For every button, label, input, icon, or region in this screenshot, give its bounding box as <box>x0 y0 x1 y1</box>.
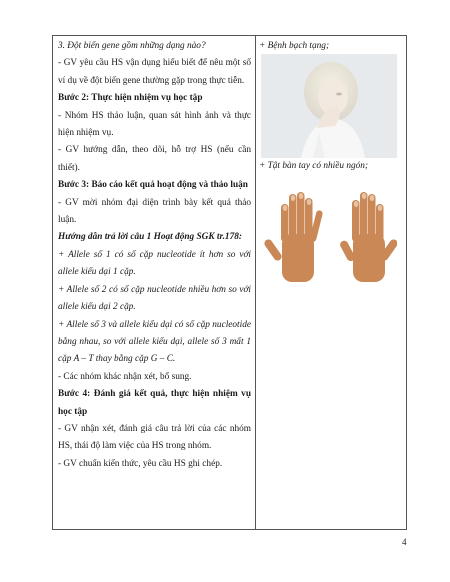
step3-heading: Bước 3: Báo cáo kết quả hoạt động và thảo luận <box>58 180 248 191</box>
albinism-photo <box>261 54 397 158</box>
lesson-table <box>52 35 407 530</box>
step3-item-1: - GV mời nhóm đại diện trình bày kết quả thảo luận. <box>58 197 251 226</box>
step2-item-1: - Nhóm HS thảo luận, quan sát hình ảnh và thực hiện nhiệm vụ. <box>58 110 251 139</box>
gv-task-text: - GV yêu cầu HS vận dụng hiểu biết để nêu một số ví dụ về đột biến gene thường gặp trong thực tiễn. <box>58 58 251 86</box>
step3-item-2: - Các nhóm khác nhận xét, bổ sung. <box>58 371 192 382</box>
step2-item-2: - GV hướng dẫn, theo dõi, hỗ trợ HS (nếu cần thiết). <box>58 145 251 173</box>
answer-1: + Allele số 1 có số cặp nucleotide ít hơn so với allele kiểu dại 1 cặp. <box>58 249 251 278</box>
step4-item-1: - GV nhận xét, đánh giá câu trả lời của các nhóm HS, thái độ làm việc của HS trong nhóm. <box>58 423 251 452</box>
guide-heading: Hướng dẫn trả lời câu 1 Hoạt động SGK tr.178: <box>58 232 242 243</box>
polydactyly-photo <box>261 186 397 282</box>
step4-heading: Bước 4: Đánh giá kết quả, thực hiện nhiệm vụ học tập <box>58 389 251 417</box>
step4-item-2: - GV chuẩn kiến thức, yêu cầu HS ghi chép. <box>58 458 223 469</box>
page-number: 4 <box>402 537 407 547</box>
activities-column <box>58 38 251 473</box>
polydactyly-caption: + Tật bàn tay có nhiều ngón; <box>259 161 369 171</box>
column-divider <box>255 36 256 529</box>
albinism-caption: + Bệnh bạch tạng; <box>259 41 330 51</box>
answer-3: + Allele số 3 và allele kiểu dại có số cặp nucleotide bằng nhau, so với allele kiểu dại, allele số 3 mất 1 cặp A – T thay bằng cặp G – C. <box>58 319 251 365</box>
examples-column <box>259 38 405 55</box>
question-heading: 3. Đột biến gene gồm những dạng nào? <box>58 41 206 51</box>
answer-2: + Allele số 2 có số cặp nucleotide nhiều hơn so với allele kiểu dại 2 cặp. <box>58 284 251 313</box>
step2-heading: Bước 2: Thực hiện nhiệm vụ học tập <box>58 93 203 104</box>
